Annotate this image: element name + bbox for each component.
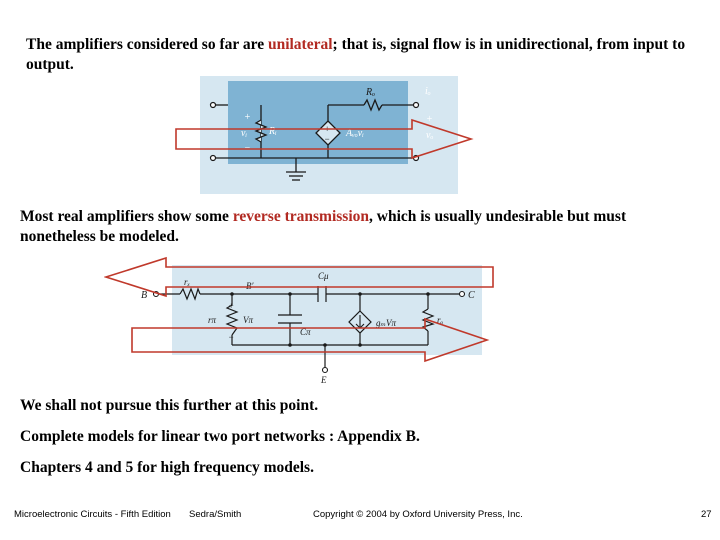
vi-label: vᵢ bbox=[241, 128, 248, 139]
ro-label: rₒ bbox=[437, 315, 444, 325]
para2-text-end: , which is usually undesirable but must nonetheless be modeled. bbox=[20, 208, 627, 245]
rpi-label: rπ bbox=[208, 315, 217, 325]
input-plus: + bbox=[244, 112, 251, 123]
page-number: 27 bbox=[701, 509, 712, 520]
input-minus: − bbox=[244, 143, 251, 154]
footer-authors: Sedra/Smith bbox=[189, 509, 242, 520]
c-terminal-label: C bbox=[468, 290, 475, 301]
reverse-transmission-term: reverse transmission bbox=[232, 208, 369, 225]
forward-signal-arrow-2 bbox=[130, 317, 490, 363]
note-chapters: Chapters 4 and 5 for high frequency models. bbox=[20, 459, 314, 476]
paragraph-reverse-transmission bbox=[20, 207, 705, 247]
ri-label: Rᵢ bbox=[269, 126, 277, 137]
footer-book-title: Microelectronic Circuits - Fifth Edition bbox=[14, 509, 171, 520]
para1-text: The amplifiers considered so far are bbox=[26, 36, 268, 53]
paragraph-unilateral bbox=[26, 35, 706, 75]
bprime-label: B′ bbox=[246, 281, 254, 291]
note-appendix-b: Complete models for linear two port networks : Appendix B. bbox=[20, 428, 420, 445]
source-plus: + bbox=[324, 124, 331, 134]
reverse-transmission-arrow bbox=[104, 256, 496, 300]
minus-label: − bbox=[228, 332, 235, 342]
io-label: iₒ bbox=[425, 86, 431, 97]
para1-text-end: ; that is, signal flow is in unidirectional, from input to output. bbox=[26, 36, 686, 73]
plus-label: + bbox=[228, 301, 235, 311]
forward-signal-arrow bbox=[174, 118, 474, 160]
source-gain-label: Aᵥₒvᵢ bbox=[346, 128, 364, 139]
e-terminal-label: E bbox=[321, 375, 327, 385]
gm-source-label: gₘVπ bbox=[376, 318, 397, 328]
cpi-label: Cπ bbox=[300, 327, 311, 337]
vo-label: vₒ bbox=[426, 130, 434, 141]
note-not-pursue: We shall not pursue this further at this point. bbox=[20, 397, 319, 414]
output-plus: + bbox=[426, 114, 433, 125]
b-terminal-label: B bbox=[141, 290, 148, 301]
para2-text: Most real amplifiers show some bbox=[20, 208, 233, 225]
unilateral-term: unilateral bbox=[267, 36, 333, 53]
rx-label: rₓ bbox=[184, 277, 191, 287]
source-minus: − bbox=[324, 134, 331, 144]
ro-label: Rₒ bbox=[366, 87, 375, 98]
cmu-label: Cμ bbox=[318, 271, 329, 281]
footer-copyright: Copyright © 2004 by Oxford University Press, Inc. bbox=[313, 509, 523, 520]
vpi-label: Vπ bbox=[243, 315, 254, 325]
